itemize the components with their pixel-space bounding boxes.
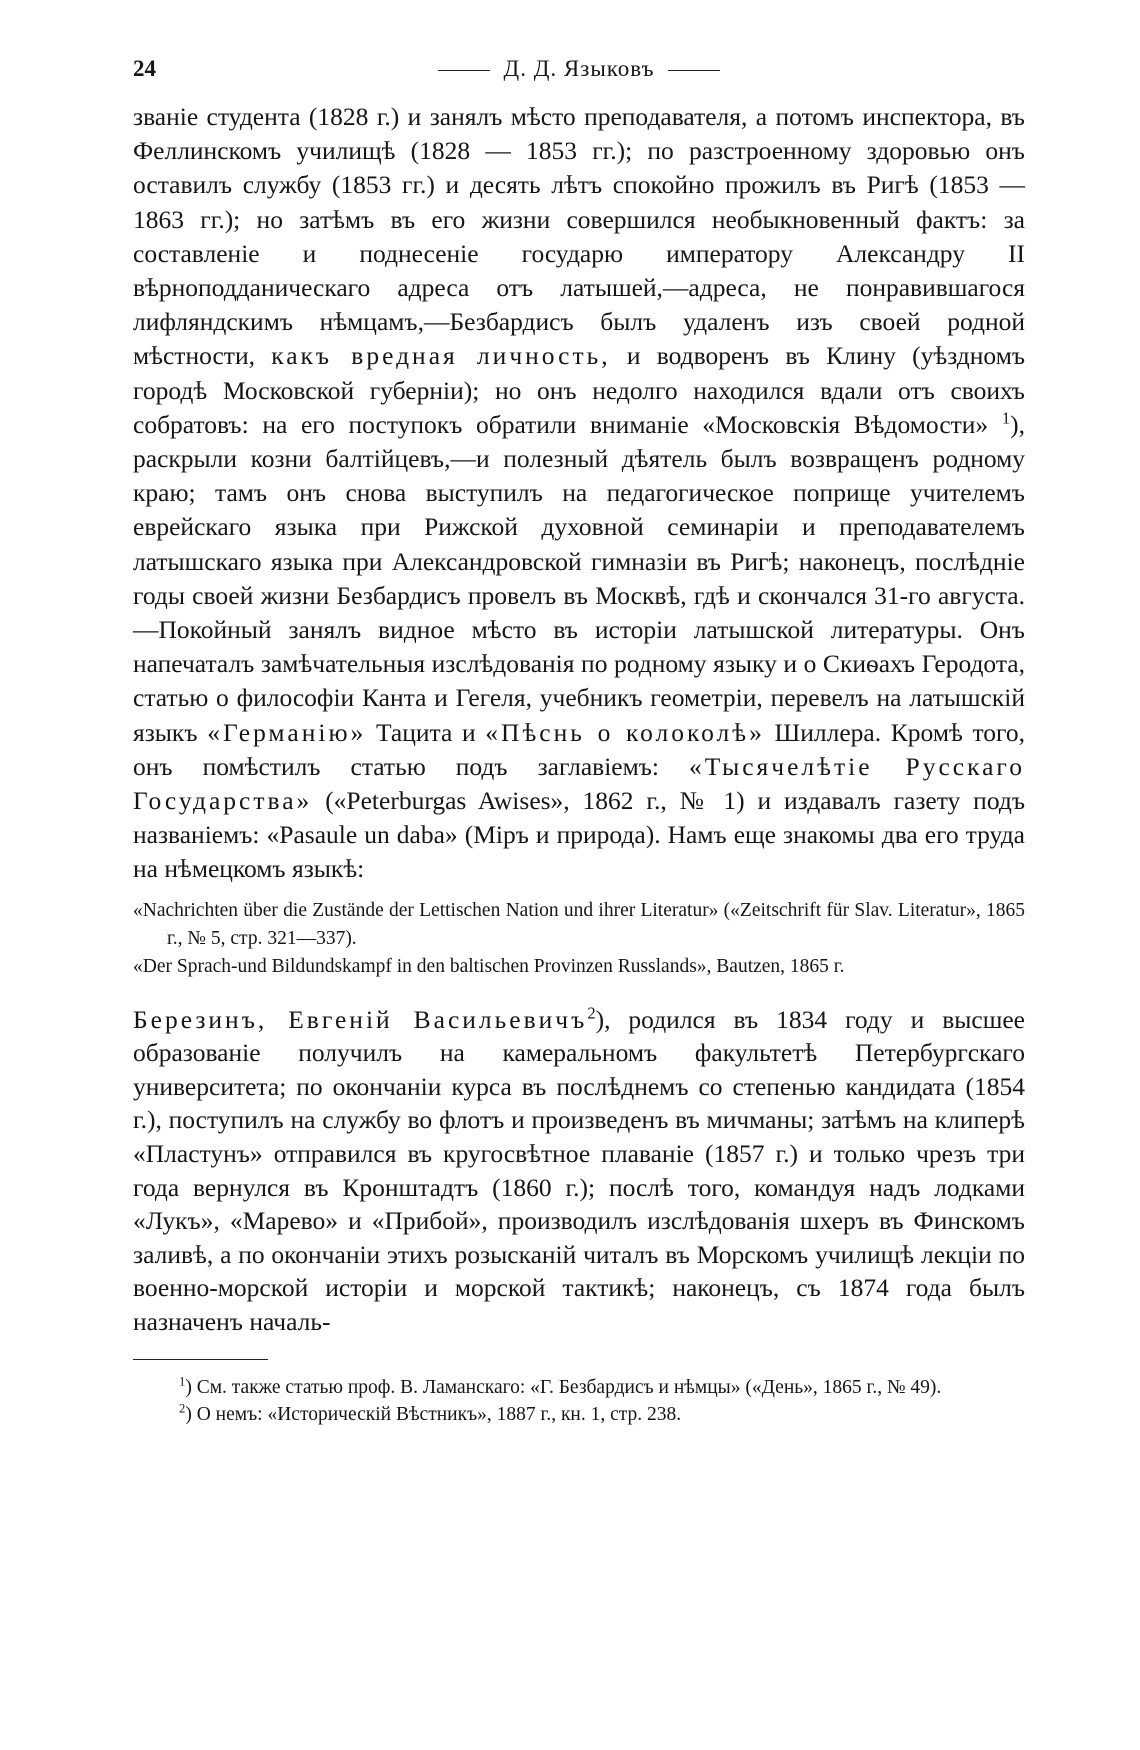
- footnote-text: ) См. также статью проф. В. Ламанскаго: «Г. Безбардисъ и нѣмцы» («День», 1865 г., № 49).: [185, 1376, 942, 1398]
- running-title-text: Д. Д. Языковъ: [503, 56, 655, 81]
- footnote-2: [133, 1401, 1025, 1428]
- footnotes: [133, 1374, 1025, 1428]
- page-number: 24: [133, 56, 156, 81]
- footnote-mark: 2: [179, 1401, 186, 1416]
- paragraph-text: и водворенъ въ Клину (уѣздномъ городѣ Московской губерніи); но онъ недолго находился вдали отъ своихъ собратовъ: на его поступокъ обратили вниманіе «Московскія Вѣдомости»: [133, 341, 1026, 439]
- paragraph-text: Тацита и: [375, 717, 476, 747]
- page-header: [133, 56, 1025, 90]
- footnote-1: [133, 1374, 1025, 1401]
- title-dash-left: [438, 70, 490, 71]
- spaced-title: «Пѣснь о колоколѣ»: [485, 717, 765, 747]
- footnote-text: ) О немъ: «Историческій Вѣстникъ», 1887 г., кн. 1, стр. 238.: [185, 1403, 682, 1425]
- paragraph-text: званіе студента (1828 г.) и занялъ мѣсто преподавателя, а потомъ инспектора, въ Феллинскомъ училищѣ (1828 — 1853 гг.); по разстроенному здоровью онъ оставилъ службу (1853 гг.) и десять лѣтъ спокойно прожилъ въ Ригѣ (1853 — 1863 гг.); но затѣмъ въ его жизни совершился необыкновенный фактъ: за составленіе и поднесеніе государю императору Александру II вѣрноподданическаго адреса отъ латышей,—адреса, не понравившагося лифляндскимъ нѣмцамъ,—Безбардисъ былъ удаленъ изъ своей родной мѣстности,: [133, 102, 1025, 371]
- reference-list: [133, 897, 1025, 981]
- reference-item: «Nachrichten über die Zustände der Lettischen Nation und ihrer Literatur» («Zeitschrift für Slav. Literatur», 1865 г., № 5, стр. 321—337).: [133, 899, 1025, 949]
- paragraph-berezin: [133, 1003, 1025, 1339]
- spaced-title: «Германію»: [207, 717, 367, 747]
- paragraph-text: ), родился въ 1834 году и высшее образованіе получилъ на камеральномъ факультетѣ Петербургскаго университета; по окончаніи курса въ послѣднемъ со степенью кандидата (1854 г.), поступилъ на службу во флотъ и произведенъ въ мичманы; затѣмъ на клиперѣ «Пластунъ» отправился въ кругосвѣтное плаваніе (1857 г.) и только чрезъ три года вернулся въ Кронштадтъ (1860 г.); послѣ того, командуя надъ лодками «Лукъ», «Марево» и «Прибой», производилъ изслѣдованія шхеръ въ Финскомъ заливѣ, а по окончаніи этихъ розысканій читалъ въ Морскомъ училищѣ лекціи по военно-морской исторіи и морской тактикѣ; наконецъ, съ 1874 года былъ назначенъ началь-: [133, 1004, 1025, 1337]
- running-title: [133, 56, 1025, 82]
- paragraph-bezbardis: [133, 100, 1025, 887]
- page: [133, 56, 1025, 1428]
- spaced-text: какъ вредная личность,: [271, 341, 611, 371]
- reference-item: «Der Sprach-und Bildundskampf in den baltischen Provinzen Russlands», Bautzen, 1865 г.: [133, 955, 845, 977]
- paragraph-text: («Peterburgas Awises», 1862 г., № 1) и издавалъ газету подъ названіемъ: «Pasaule un daba» (Міръ и природа). Намъ еще знакомы два его труда на нѣмецкомъ языкѣ:: [133, 786, 1025, 884]
- footnote-ref-1[interactable]: 1: [1001, 408, 1011, 428]
- footnote-ref-2[interactable]: 2: [587, 1003, 596, 1023]
- footnote-divider: [133, 1359, 268, 1360]
- paragraph-text: Шиллера. Кромѣ того, онъ помѣстилъ статью подъ заглавіемъ:: [133, 717, 1025, 781]
- title-dash-right: [668, 70, 720, 71]
- spaced-title: «Тысячелѣтіе Русскаго Государства»: [133, 751, 1025, 816]
- paragraph-text: ), раскрыли козни балтійцевъ,—и полезный дѣятель былъ возвращенъ родному краю; тамъ онъ снова выступилъ на педагогическое поприще учителемъ еврейскаго языка при Рижской духовной семинаріи и преподавателемъ латышскаго языка при Александровской гимназіи въ Ригѣ; наконецъ, послѣдніе годы своей жизни Безбардисъ провелъ въ Москвѣ, гдѣ и скончался 31-го августа.—Покойный занялъ видное мѣсто въ исторіи латышской литературы. Онъ напечаталъ замѣчательныя изслѣдованія по родному языку и о Скиѳахъ Геродота, статью о философіи Канта и Гегеля, учебникъ геометріи, перевелъ на латышскій языкъ: [133, 409, 1025, 747]
- entry-name: Березинъ, Евгеній Васильевичъ: [133, 1004, 588, 1034]
- footnote-mark: 1: [179, 1374, 186, 1389]
